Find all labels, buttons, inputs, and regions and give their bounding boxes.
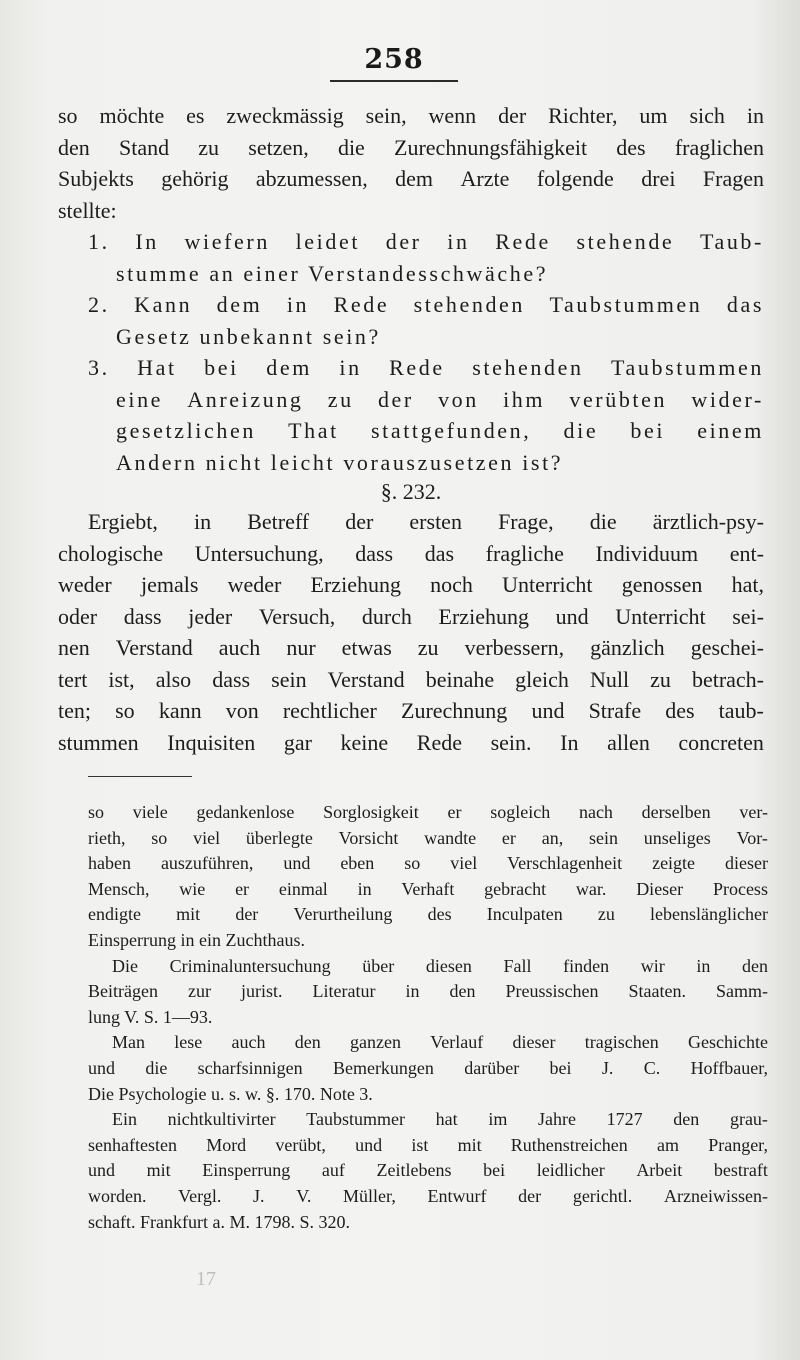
text-line: ten; so kann von rechtlicher Zurechnung und Strafe des taub- [58,698,764,723]
footnote-line: Ein nichtkultivirter Taubstummer hat im Jahre 1727 den grau- [112,1109,768,1130]
text-line: Subjekts gehörig abzumessen, dem Arzte folgende drei Fragen [58,166,764,191]
footnote-line: senhaftesten Mord verübt, und ist mit Ruthenstreichen am Pranger, [88,1134,768,1155]
text-line: chologische Untersuchung, dass das fragliche Individuum ent- [58,540,764,566]
footnote-line: schaft. Frankfurt a. M. 1798. S. 320. [88,1211,350,1232]
text-line: Gesetz unbekannt sein? [116,323,381,349]
footnote-line: rieth, so viel überlegte Vorsicht wandte er an, sein unseliges Vor- [88,827,768,848]
footnote-line: Die Criminaluntersuchung über diesen Fall finden wir in den [112,955,768,976]
footnote-line: Mensch, wie er einmal in Verhaft gebracht war. Dieser Process [88,878,768,899]
text-line: nen Verstand auch nur etwas zu verbessern, gänzlich geschei- [58,635,764,660]
text-line: Andern nicht leicht vorauszusetzen ist? [116,449,564,475]
text-line: eine Anreizung zu der von ihm verübten wider- [116,386,764,412]
text-line: stellte: [58,197,117,223]
footnote-line: Beiträgen zur jurist. Literatur in den Preussischen Staaten. Samm- [88,981,768,1002]
footnote-rule [88,776,192,777]
footnote-line: lung V. S. 1—93. [88,1006,213,1027]
section-heading: §. 232. [380,479,442,504]
footnote-line: so viele gedankenlose Sorglosigkeit er sogleich nach derselben ver- [88,802,768,822]
header-rule [330,80,458,82]
page-number: 258 [364,44,424,75]
footnote-line: endigte mit der Verurtheilung des Inculpaten zu lebenslänglicher [88,904,768,925]
text-line: weder jemals weder Erziehung noch Unterricht genossen hat, [58,572,764,597]
text-line: stummen Inquisiten gar keine Rede sein. In allen concreten [58,729,764,755]
text-line: gesetzlichen That stattgefunden, die bei einem [116,418,764,443]
text-line: oder dass jeder Versuch, durch Erziehung und Unterricht sei- [58,603,764,629]
footnote-line: worden. Vergl. J. V. Müller, Entwurf der gerichtl. Arzneiwissen- [88,1186,768,1206]
text-line: tert ist, also dass sein Verstand beinahe gleich Null zu betrach- [58,666,764,692]
text-line: 3. Hat bei dem in Rede stehenden Taubstummen [88,355,764,380]
text-line: den Stand zu setzen, die Zurechnungsfähigkeit des fraglichen [58,134,764,160]
footnote-line: Einsperrung in ein Zuchthaus. [88,930,305,950]
text-line: Ergiebt, in Betreff der ersten Frage, die ärztlich-psy- [88,509,764,534]
footnote-line: Man lese auch den ganzen Verlauf dieser tragischen Geschichte [112,1032,768,1053]
footnote-line: Die Psychologie u. s. w. §. 170. Note 3. [88,1083,373,1104]
footnote-line: haben auszuführen, und eben so viel Verschlagenheit zeigte dieser [88,853,768,874]
text-line: 2. Kann dem in Rede stehenden Taubstummen das [88,292,764,317]
signature-mark: 17 [196,1268,216,1290]
text-line: so möchte es zweckmässig sein, wenn der Richter, um sich in [58,103,764,128]
footnote-line: und die scharfsinnigen Bemerkungen darüber bei J. C. Hoffbauer, [88,1058,768,1078]
footnote-line: und mit Einsperrung auf Zeitlebens bei leidlicher Arbeit bestraft [88,1160,768,1181]
text-line: 1. In wiefern leidet der in Rede stehende Taub- [88,229,764,254]
text-line: stumme an einer Verstandesschwäche? [116,260,549,286]
